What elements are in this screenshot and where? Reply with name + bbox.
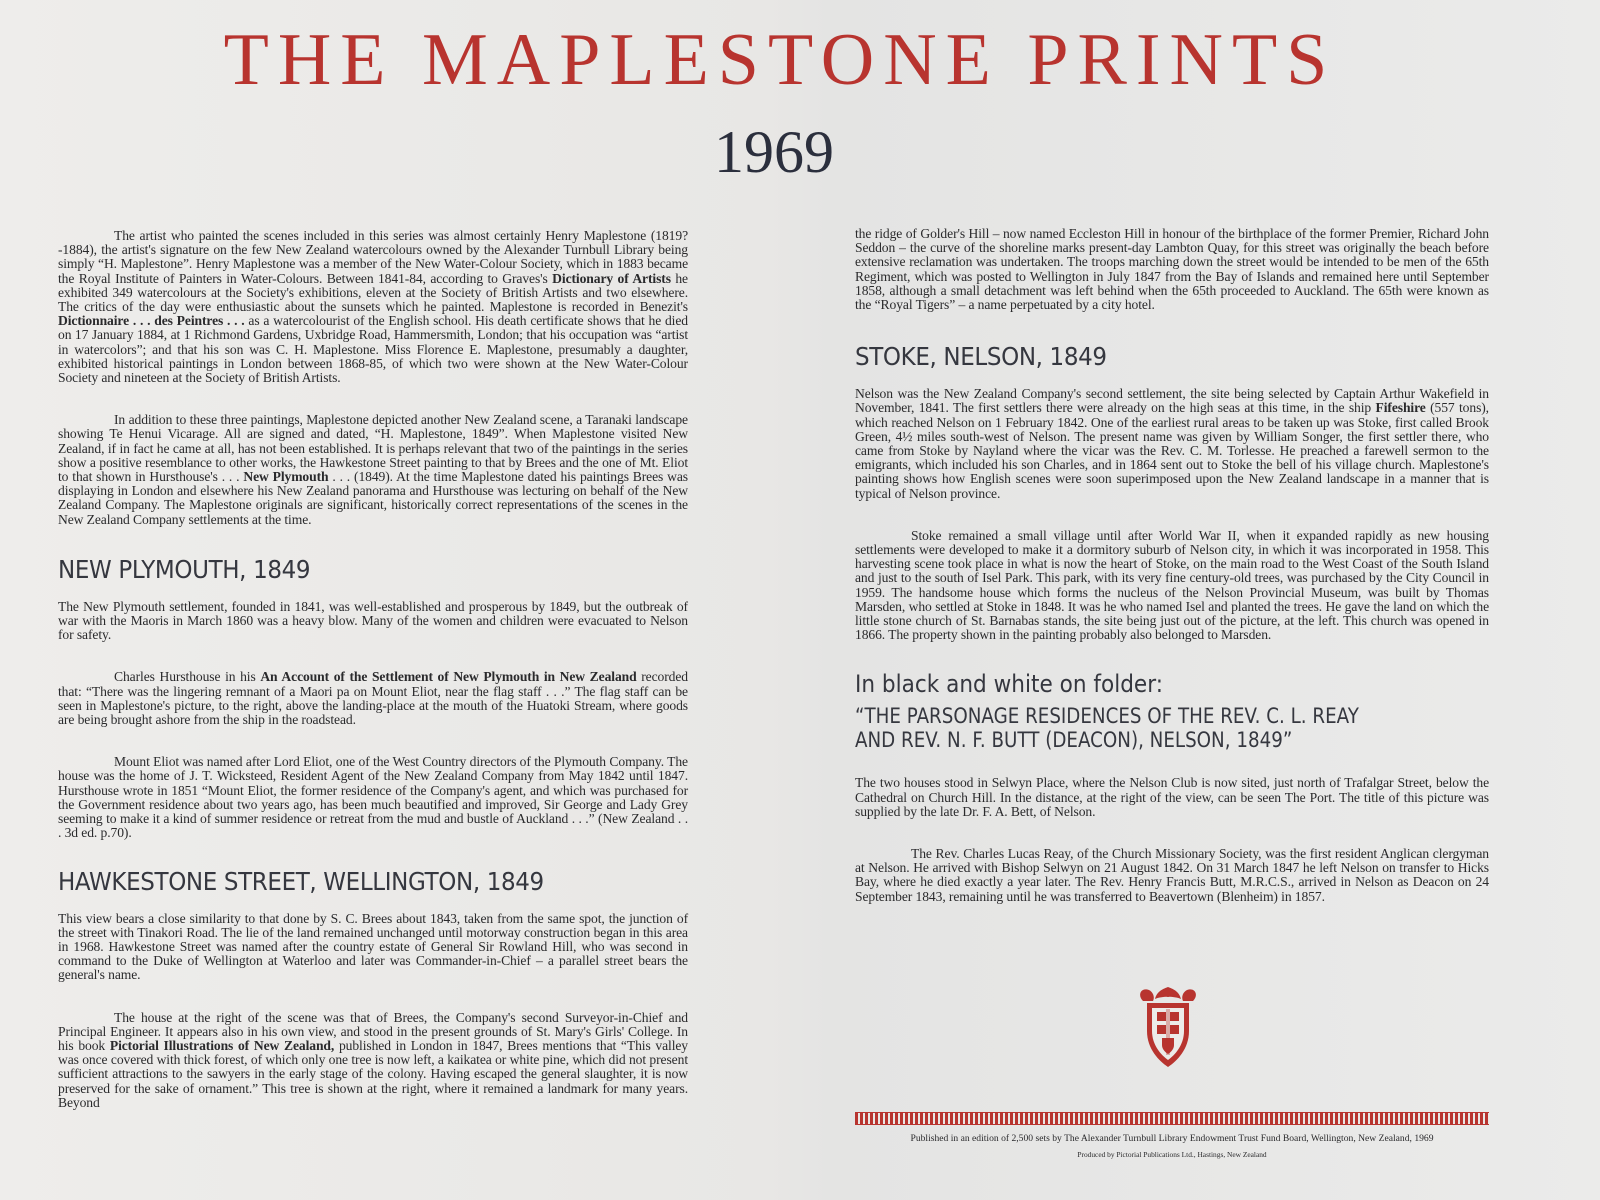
- new-plymouth-paragraph-1: The New Plymouth settlement, founded in 1841, was well-established and prosperous by 1849, but the outbreak of war with the Maoris in March 1860 was a heavy blow. Many of the women and children were evacuated to Nelson for safety.: [58, 598, 688, 643]
- folder-title-line-1: “THE PARSONAGE RESIDENCES OF THE REV. C. L. REAY: [855, 704, 1359, 729]
- folder-paragraph-1: The two houses stood in Selwyn Place, where the Nelson Club is now sited, just north of Trafalgar Street, below the Cathedral on Church Hill. In the distance, at the right of the view, can be seen The Port. The title of this picture was supplied by the late Dr. F. A. Bett, of Nelson.: [855, 775, 1489, 819]
- new-plymouth-heading: NEW PLYMOUTH, 1849: [58, 554, 311, 584]
- production-note: Produced by Pictorial Publications Ltd., Hastings, New Zealand: [1077, 1150, 1267, 1159]
- intro-paragraph-2: In addition to these three paintings, Maplestone depicted another New Zealand scene, a Taranaki landscape showing Te Henui Vicarage. All are signed and dated, “H. Maplestone, 1849”. When Maplestone visited New Zealand, if in fact he came at all, has not been established. It is perhaps relevant that two of the paintings in the series show a positive resemblance to other works, the Hawkestone Street painting to that by Brees and the one of Mt. Eliot to that shown in Hursthouse's . . . New Plymouth . . . (1849). At the time Maplestone dated his paintings Brees was displaying in London and elsewhere his New Zealand panorama and Hursthouse was lecturing on behalf of the New Zealand Company. The Maplestone originals are significant, historically correct representations of the scenes in the New Zealand Company settlements at the time.: [58, 412, 688, 527]
- folder-title-line-2: AND REV. N. F. BUTT (DEACON), NELSON, 1849”: [855, 728, 1293, 753]
- left-column: [58, 229, 688, 1110]
- new-plymouth-paragraph-3: Mount Eliot was named after Lord Eliot, one of the West Country directors of the Plymouth Company. The house was the home of J. T. Wicksteed, Resident Agent of the New Zealand Company from May 1842 until 1847. Hursthouse wrote in 1851 “Mount Eliot, the former residence of the Company's agent, and which was purchased for the Government residence about two years ago, has been much beautified and improved, Sir George and Lady Grey seeming to make it a kind of summer residence or retreat from the mud and bustle of Auckland . . .” (New Zealand . . . 3d ed. p.70).: [58, 754, 688, 841]
- page-year: 1969: [714, 119, 834, 185]
- folder-lead: In black and white on folder:: [855, 670, 1163, 699]
- stoke-paragraph-1: Nelson was the New Zealand Company's second settlement, the site being selected by Captain Arthur Wakefield in November, 1841. The first settlers there were already on the high seas at this time, in the ship Fifeshire (557 tons), which reached Nelson on 1 February 1842. One of the earliest rural areas to be taken up was Stoke, first called Brook Green, 4½ miles south-west of Nelson. The present name was given by William Songer, the first settler there, who came from Stoke by Nayland where the vicar was the Rev. C. M. Torlesse. He preached a farewell sermon to the emigrants, which included his son Charles, and in 1864 sent out to Stoke the bell of his village church. Maplestone's painting shows how English scenes were soon superimposed upon the New Zealand landscape in a manner that is typical of Nelson province.: [855, 386, 1489, 501]
- publication-note: Published in an edition of 2,500 sets by The Alexander Turnbull Library Endowment Trust Fund Board, Wellington, New Zealand, 1969: [910, 1133, 1434, 1144]
- new-plymouth-paragraph-2: Charles Hursthouse in his An Account of the Settlement of New Plymouth in New Zealand recorded that: “There was the lingering remnant of a Maori pa on Mount Eliot, near the flag staff . . .” The flag staff can be seen in Maplestone's picture, to the right, above the landing-place at the mouth of the Huatoki Stream, where goods are being brought ashore from the ship in the roadstead.: [58, 669, 688, 728]
- folder-paragraph-2: The Rev. Charles Lucas Reay, of the Church Missionary Society, was the first resident Anglican clergyman at Nelson. He arrived with Bishop Selwyn on 21 August 1842. On 31 March 1847 he left Nelson on transfer to Hicks Bay, where he died exactly a year later. The Rev. Henry Francis Butt, M.R.C.S., arrived in Nelson as Deacon on 24 September 1843, remaining until he was transferred to Beavertown (Blenheim) in 1857.: [855, 846, 1489, 904]
- decorative-rule: [855, 1112, 1489, 1125]
- stoke-paragraph-2: Stoke remained a small village until after World War II, when it expanded rapidly as new housing settlements were developed to make it a dormitory suburb of Nelson city, in which it was incorporated in 1958. This harvesting scene took place in what is now the heart of Stoke, on the main road to the West Coast of the South Island and just to the south of Isel Park. This park, with its very fine century-old trees, was purchased by the City Council in 1959. The handsome house which forms the nucleus of the Nelson Provincial Museum, was built by Thomas Marsden, who settled at Stoke in 1848. It was he who named Isel and planted the trees. He gave the land on which the little stone church of St. Barnabas stands, the site being just out of the picture, at the left. This church was opened in 1866. The property shown in the painting probably also belonged to Marsden.: [855, 527, 1489, 643]
- folder-heading: [855, 670, 1489, 752]
- intro-paragraph-1: The artist who painted the scenes included in this series was almost certainly Henry Maplestone (1819?-1884), the artist's signature on the few New Zealand watercolours owned by the Alexander Turnbull Library being simply “H. Maplestone”. Henry Maplestone was a member of the New Water-Colour Society, which in 1883 became the Royal Institute of Painters in Water-Colours. Between 1841-84, according to Graves's Dictionary of Artists he exhibited 349 watercolours at the Society's exhibitions, eleven at the Society of British Artists and two elsewhere. The critics of the day were enthusiastic about the sunsets which he painted. Maplestone is recorded in Benezit's Dictionnaire . . . des Peintres . . . as a watercolourist of the English school. His death certificate shows that he died on 17 January 1884, at 1 Richmond Gardens, Uxbridge Road, Hammersmith, London; that his occupation was “artist in watercolors”; and that his son was C. H. Maplestone. Miss Florence E. Maplestone, presumably a daughter, exhibited historical paintings in London between 1868-85, of which two were shown at the New Water-Colour Society and nineteen at the Society of British Artists.: [58, 228, 688, 386]
- hawkestone-continuation: the ridge of Golder's Hill – now named Eccleston Hill in honour of the birthplace of the former Premier, Richard John Seddon – the curve of the shoreline marks present-day Lambton Quay, for this street was originally the beach before extensive reclamation was undertaken. The troops marching down the street would be intended to be men of the 65th Regiment, which was posted to Wellington in July 1847 from the Bay of Islands and remained here until September 1858, although a small detachment was left behind when the 65th proceeded to Auckland. The 65th were known as the “Royal Tigers” – a name perpetuated by a city hotel.: [855, 226, 1489, 313]
- hawkestone-heading: HAWKESTONE STREET, WELLINGTON, 1849: [58, 866, 544, 896]
- heraldic-crest-icon: [1133, 985, 1203, 1071]
- page-title: THE MAPLESTONE PRINTS: [223, 19, 1337, 101]
- right-column: [855, 227, 1489, 904]
- hawkestone-paragraph-2: The house at the right of the scene was that of Brees, the Company's second Surveyor-in-Chief and Principal Engineer. It appears also in his own view, and stood in the present grounds of St. Mary's Girls' College. In his book Pictorial Illustrations of New Zealand, published in London in 1847, Brees mentions that “This valley was once covered with thick forest, of which only one tree is now left, a kaikatea or white pine, which did not present sufficient attractions to the sawyers in the early stage of the colony. Having escaped the general slaughter, it is now preserved for the sake of ornament.” This tree is shown at the right, where it remained a landmark for many years. Beyond: [58, 1009, 688, 1110]
- stoke-heading: STOKE, NELSON, 1849: [855, 342, 1107, 372]
- hawkestone-paragraph-1: This view bears a close similarity to that done by S. C. Brees about 1843, taken from the same spot, the junction of the street with Tinakori Road. The lie of the land remained unchanged until motorway construction began in this area in 1968. Hawkestone Street was named after the country estate of General Sir Rowland Hill, who was second in command to the Duke of Wellington at Waterloo and later was Commander-in-Chief – a parallel street bears the general's name.: [58, 910, 688, 983]
